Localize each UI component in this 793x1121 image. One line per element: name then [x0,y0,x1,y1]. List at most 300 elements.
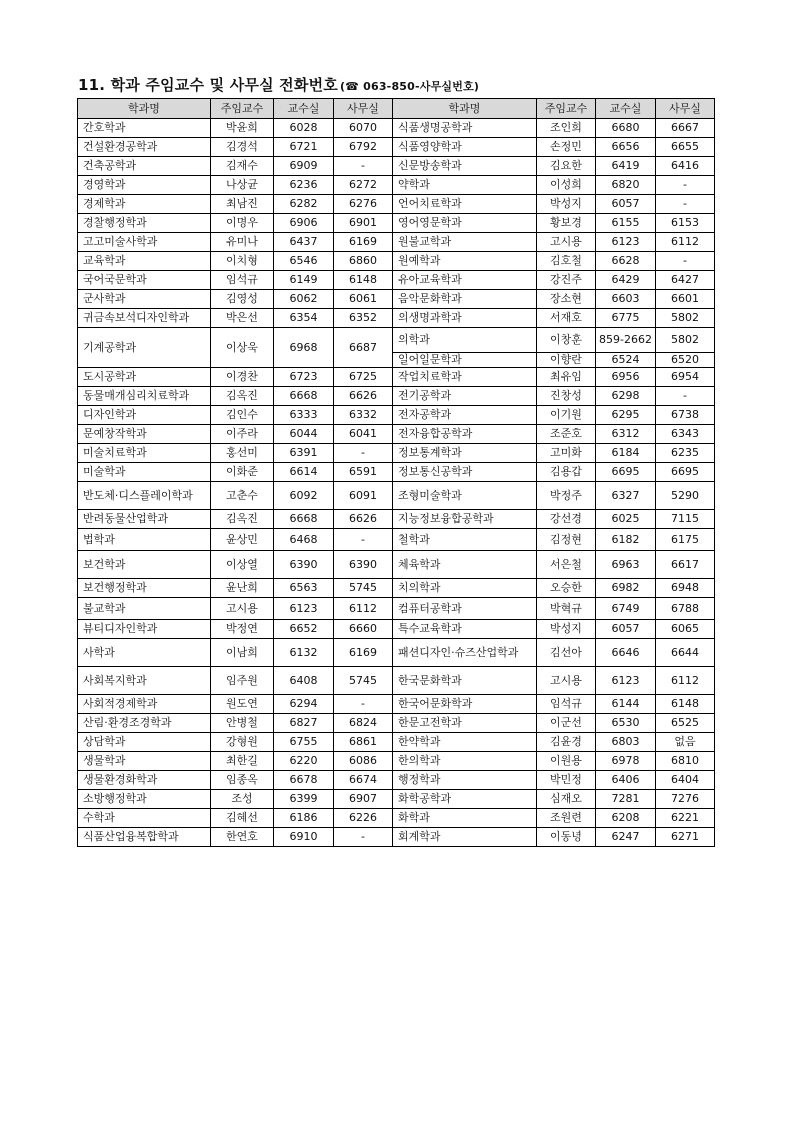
dept-office-phone-left: 6272 [334,176,393,195]
professor-office-phone-left: 6149 [274,271,334,290]
department-name-right: 한국문화학과 [393,667,537,695]
professor-office-phone-right: 6184 [596,444,656,463]
table-row [78,444,715,463]
department-name-right: 지능정보융합공학과 [393,510,537,529]
professor-name-left: 안병철 [211,714,274,733]
professor-name-right: 이성희 [537,176,596,195]
department-name-left: 국어국문학과 [78,271,211,290]
department-name-right: 작업치료학과 [393,368,537,387]
header-dept-left: 학과명 [78,99,211,119]
professor-name-right: 박혁규 [537,598,596,620]
department-name-left: 사학과 [78,639,211,667]
department-name-right: 한문고전학과 [393,714,537,733]
department-name-right: 약학과 [393,176,537,195]
professor-name-right: 강진주 [537,271,596,290]
dept-office-phone-left: 6169 [334,639,393,667]
dept-office-phone-left: - [334,444,393,463]
professor-name-right: 고미화 [537,444,596,463]
professor-name-left: 임주원 [211,667,274,695]
dept-office-phone-left: 6626 [334,387,393,406]
table-row [78,482,715,510]
professor-name-left: 조성 [211,790,274,809]
professor-office-phone-right: 6956 [596,368,656,387]
department-name-right: 화학과 [393,809,537,828]
header-prof-office-right: 교수실 [596,99,656,119]
professor-name-left: 최한길 [211,752,274,771]
professor-name-right: 김호철 [537,252,596,271]
dept-office-phone-right: 6617 [656,551,715,579]
professor-name-left: 윤상민 [211,529,274,551]
dept-office-phone-right: - [656,195,715,214]
professor-name-left: 김영성 [211,290,274,309]
table-row [78,790,715,809]
dept-office-phone-left: 6041 [334,425,393,444]
professor-office-phone-left: 6044 [274,425,334,444]
professor-name-left: 유미나 [211,233,274,252]
department-name-right: 식품생명공학과 [393,119,537,138]
dept-office-phone-left: 6792 [334,138,393,157]
department-name-left: 법학과 [78,529,211,551]
dept-office-phone-left: 6169 [334,233,393,252]
department-name-left: 귀금속보석디자인학과 [78,309,211,328]
professor-office-phone-left: 6092 [274,482,334,510]
professor-office-phone-right: 6820 [596,176,656,195]
department-name-left: 동물매개심리치료학과 [78,387,211,406]
table-row [78,828,715,847]
header-professor-right: 주임교수 [537,99,596,119]
department-name-left: 간호학과 [78,119,211,138]
department-name-right: 의학과 [393,328,537,353]
dept-office-phone-right: 6810 [656,752,715,771]
table-row [78,290,715,309]
professor-office-phone-left: 6236 [274,176,334,195]
dept-office-phone-left: 6591 [334,463,393,482]
department-name-right: 정보통계학과 [393,444,537,463]
professor-name-left: 이주라 [211,425,274,444]
professor-office-phone-right: 6978 [596,752,656,771]
header-dept-office-left: 사무실 [334,99,393,119]
professor-office-phone-right: 6155 [596,214,656,233]
table-row [78,328,715,353]
professor-name-right: 임석규 [537,695,596,714]
department-name-left: 경영학과 [78,176,211,195]
professor-office-phone-right: 6963 [596,551,656,579]
department-name-right: 화학공학과 [393,790,537,809]
department-name-right: 체육학과 [393,551,537,579]
professor-name-left: 임종옥 [211,771,274,790]
dept-office-phone-left: 6907 [334,790,393,809]
professor-office-phone-right: 6524 [596,353,656,368]
professor-office-phone-left: 6678 [274,771,334,790]
dept-office-phone-left: 6148 [334,271,393,290]
dept-office-phone-right: 6404 [656,771,715,790]
professor-office-phone-right: 6695 [596,463,656,482]
department-name-right: 언어치료학과 [393,195,537,214]
dept-office-phone-left: 6276 [334,195,393,214]
professor-name-left: 김혜선 [211,809,274,828]
dept-office-phone-right: 6520 [656,353,715,368]
department-name-right: 철학과 [393,529,537,551]
dept-office-phone-left: 6901 [334,214,393,233]
professor-name-right: 고시용 [537,667,596,695]
dept-office-phone-left: 6725 [334,368,393,387]
professor-name-left: 이화준 [211,463,274,482]
professor-name-left: 홍선미 [211,444,274,463]
professor-name-right: 최유임 [537,368,596,387]
dept-office-phone-right: 6175 [656,529,715,551]
professor-office-phone-left: 6391 [274,444,334,463]
professor-office-phone-left: 6354 [274,309,334,328]
department-name-left: 고고미술사학과 [78,233,211,252]
dept-office-phone-right: 5802 [656,328,715,353]
professor-office-phone-right: 6295 [596,406,656,425]
professor-name-left: 한연호 [211,828,274,847]
department-name-right: 패션디자인·슈즈산업학과 [393,639,537,667]
department-name-right: 의생명과학과 [393,309,537,328]
table-row [78,406,715,425]
professor-name-right: 서재호 [537,309,596,328]
dept-office-phone-left: 6352 [334,309,393,328]
professor-office-phone-right: 6123 [596,233,656,252]
dept-office-phone-right: 6738 [656,406,715,425]
phone-directory-table [77,98,715,847]
professor-office-phone-left: 6468 [274,529,334,551]
dept-office-phone-left: 5745 [334,667,393,695]
professor-name-left: 박정연 [211,620,274,639]
department-name-right: 한약학과 [393,733,537,752]
department-name-left: 사회복지학과 [78,667,211,695]
department-name-left: 건축공학과 [78,157,211,176]
professor-office-phone-right: 6775 [596,309,656,328]
table-row [78,271,715,290]
professor-office-phone-left: 6668 [274,387,334,406]
professor-name-right: 강선경 [537,510,596,529]
professor-name-right: 이동녕 [537,828,596,847]
professor-office-phone-right: 6646 [596,639,656,667]
table-row [78,252,715,271]
department-name-left: 생물학과 [78,752,211,771]
department-name-right: 특수교육학과 [393,620,537,639]
department-name-right: 조형미술학과 [393,482,537,510]
professor-office-phone-right: 859-2662 [596,328,656,353]
professor-name-right: 이기원 [537,406,596,425]
table-row [78,752,715,771]
professor-office-phone-left: 6723 [274,368,334,387]
table-row [78,214,715,233]
table-row [78,387,715,406]
department-name-left: 산림·환경조경학과 [78,714,211,733]
professor-name-left: 이상욱 [211,328,274,368]
professor-name-left: 강형원 [211,733,274,752]
page-title [78,74,479,95]
professor-office-phone-left: 6755 [274,733,334,752]
table-row [78,809,715,828]
department-name-right: 한의학과 [393,752,537,771]
professor-name-left: 나상균 [211,176,274,195]
professor-name-right: 황보경 [537,214,596,233]
table-row [78,309,715,328]
professor-office-phone-right: 7281 [596,790,656,809]
department-name-left: 수학과 [78,809,211,828]
professor-name-right: 김정현 [537,529,596,551]
department-name-right: 영어영문학과 [393,214,537,233]
professor-office-phone-left: 6909 [274,157,334,176]
department-name-left: 기계공학과 [78,328,211,368]
department-name-left: 문예창작학과 [78,425,211,444]
professor-office-phone-left: 6132 [274,639,334,667]
professor-office-phone-right: 6182 [596,529,656,551]
department-name-left: 뷰티디자인학과 [78,620,211,639]
table-row [78,639,715,667]
professor-name-right: 김선아 [537,639,596,667]
dept-office-phone-right: 6221 [656,809,715,828]
title-main: 11. 학과 주임교수 및 사무실 전화번호 [78,76,338,94]
professor-name-right: 손정민 [537,138,596,157]
professor-office-phone-left: 6652 [274,620,334,639]
dept-office-phone-left: - [334,529,393,551]
professor-office-phone-right: 6025 [596,510,656,529]
table-row [78,119,715,138]
dept-office-phone-left: 6824 [334,714,393,733]
professor-office-phone-left: 6186 [274,809,334,828]
dept-office-phone-right: 6343 [656,425,715,444]
dept-office-phone-left: 6687 [334,328,393,368]
professor-office-phone-left: 6614 [274,463,334,482]
table-row [78,714,715,733]
professor-office-phone-left: 6123 [274,598,334,620]
dept-office-phone-right: 6112 [656,667,715,695]
professor-name-right: 김요한 [537,157,596,176]
professor-office-phone-left: 6721 [274,138,334,157]
dept-office-phone-right: 없음 [656,733,715,752]
professor-name-left: 김옥진 [211,387,274,406]
professor-office-phone-right: 6123 [596,667,656,695]
professor-office-phone-left: 6546 [274,252,334,271]
professor-office-phone-right: 6057 [596,195,656,214]
professor-name-left: 김경석 [211,138,274,157]
dept-office-phone-right: 6153 [656,214,715,233]
dept-office-phone-left: - [334,157,393,176]
department-name-right: 유아교육학과 [393,271,537,290]
department-name-right: 행정학과 [393,771,537,790]
professor-office-phone-left: 6294 [274,695,334,714]
professor-office-phone-right: 6749 [596,598,656,620]
professor-name-right: 이원용 [537,752,596,771]
dept-office-phone-right: 6416 [656,157,715,176]
professor-name-left: 김인수 [211,406,274,425]
professor-name-left: 윤난희 [211,579,274,598]
department-name-right: 전자공학과 [393,406,537,425]
header-dept-office-right: 사무실 [656,99,715,119]
professor-name-left: 이남희 [211,639,274,667]
professor-office-phone-right: 6144 [596,695,656,714]
professor-name-right: 이향란 [537,353,596,368]
department-name-right: 컴퓨터공학과 [393,598,537,620]
table-row [78,233,715,252]
dept-office-phone-left: 5745 [334,579,393,598]
department-name-left: 건설환경공학과 [78,138,211,157]
professor-office-phone-left: 6437 [274,233,334,252]
professor-office-phone-right: 6208 [596,809,656,828]
dept-office-phone-right: 7276 [656,790,715,809]
department-name-right: 식품영양학과 [393,138,537,157]
department-name-right: 신문방송학과 [393,157,537,176]
professor-name-left: 원도연 [211,695,274,714]
professor-office-phone-right: 6656 [596,138,656,157]
header-professor-left: 주임교수 [211,99,274,119]
professor-office-phone-left: 6408 [274,667,334,695]
professor-name-right: 오승한 [537,579,596,598]
professor-name-left: 이상열 [211,551,274,579]
professor-office-phone-right: 6803 [596,733,656,752]
dept-office-phone-left: 6861 [334,733,393,752]
professor-name-right: 조준호 [537,425,596,444]
dept-office-phone-right: - [656,252,715,271]
table-header-row [78,99,715,119]
table-row [78,667,715,695]
professor-name-left: 이명우 [211,214,274,233]
professor-office-phone-right: 6530 [596,714,656,733]
department-name-left: 사회적경제학과 [78,695,211,714]
professor-name-right: 이창훈 [537,328,596,353]
professor-office-phone-right: 6982 [596,579,656,598]
dept-office-phone-right: - [656,387,715,406]
dept-office-phone-right: 6954 [656,368,715,387]
table-row [78,138,715,157]
dept-office-phone-right: 6112 [656,233,715,252]
table-row [78,579,715,598]
dept-office-phone-right: - [656,176,715,195]
professor-name-right: 진창성 [537,387,596,406]
professor-office-phone-right: 6327 [596,482,656,510]
dept-office-phone-right: 6271 [656,828,715,847]
header-prof-office-left: 교수실 [274,99,334,119]
professor-name-right: 박정주 [537,482,596,510]
department-name-left: 경제학과 [78,195,211,214]
dept-office-phone-right: 6667 [656,119,715,138]
dept-office-phone-right: 6065 [656,620,715,639]
dept-office-phone-left: 6674 [334,771,393,790]
table-row [78,733,715,752]
professor-name-left: 고춘수 [211,482,274,510]
table-row [78,176,715,195]
department-name-right: 음악문화학과 [393,290,537,309]
table-row [78,620,715,639]
department-name-left: 미술치료학과 [78,444,211,463]
dept-office-phone-right: 5802 [656,309,715,328]
dept-office-phone-right: 6235 [656,444,715,463]
professor-office-phone-left: 6220 [274,752,334,771]
professor-office-phone-left: 6563 [274,579,334,598]
professor-office-phone-left: 6333 [274,406,334,425]
table-row [78,510,715,529]
department-name-left: 반려동물산업학과 [78,510,211,529]
professor-office-phone-left: 6968 [274,328,334,368]
professor-office-phone-left: 6906 [274,214,334,233]
department-name-left: 불교학과 [78,598,211,620]
title-phone-prefix: (☎ 063-850-사무실번호) [339,80,480,93]
dept-office-phone-left: 6226 [334,809,393,828]
professor-office-phone-left: 6910 [274,828,334,847]
dept-office-phone-left: 6626 [334,510,393,529]
professor-name-right: 김윤경 [537,733,596,752]
professor-office-phone-left: 6062 [274,290,334,309]
table-row [78,695,715,714]
department-name-left: 미술학과 [78,463,211,482]
professor-name-right: 고시용 [537,233,596,252]
department-name-left: 반도체·디스플레이학과 [78,482,211,510]
department-name-right: 원예학과 [393,252,537,271]
department-name-left: 보건행정학과 [78,579,211,598]
dept-office-phone-left: 6660 [334,620,393,639]
department-name-left: 군사학과 [78,290,211,309]
professor-name-right: 서은철 [537,551,596,579]
department-name-left: 생물환경화학과 [78,771,211,790]
table-row [78,551,715,579]
professor-name-right: 심재오 [537,790,596,809]
dept-office-phone-right: 7115 [656,510,715,529]
department-name-right: 원불교학과 [393,233,537,252]
professor-office-phone-right: 6312 [596,425,656,444]
dept-office-phone-left: 6061 [334,290,393,309]
professor-name-left: 이치형 [211,252,274,271]
professor-name-right: 박민정 [537,771,596,790]
dept-office-phone-left: - [334,695,393,714]
dept-office-phone-right: 6655 [656,138,715,157]
professor-office-phone-left: 6390 [274,551,334,579]
professor-name-left: 이경찬 [211,368,274,387]
table-row [78,157,715,176]
dept-office-phone-left: - [334,828,393,847]
header-dept-right: 학과명 [393,99,537,119]
table-row [78,463,715,482]
professor-office-phone-left: 6399 [274,790,334,809]
table-row [78,368,715,387]
dept-office-phone-right: 6695 [656,463,715,482]
professor-name-right: 조인희 [537,119,596,138]
professor-name-left: 김재수 [211,157,274,176]
professor-name-right: 장소현 [537,290,596,309]
department-name-left: 경찰행정학과 [78,214,211,233]
professor-name-right: 박성지 [537,620,596,639]
dept-office-phone-right: 6525 [656,714,715,733]
department-name-right: 전기공학과 [393,387,537,406]
professor-office-phone-right: 6298 [596,387,656,406]
professor-office-phone-right: 6628 [596,252,656,271]
department-name-right: 일어일문학과 [393,353,537,368]
dept-office-phone-right: 6148 [656,695,715,714]
dept-office-phone-left: 6091 [334,482,393,510]
professor-office-phone-left: 6282 [274,195,334,214]
department-name-left: 도시공학과 [78,368,211,387]
department-name-right: 정보통신공학과 [393,463,537,482]
professor-name-right: 김용갑 [537,463,596,482]
department-name-left: 소방행정학과 [78,790,211,809]
dept-office-phone-right: 6644 [656,639,715,667]
professor-office-phone-right: 6680 [596,119,656,138]
table-row [78,425,715,444]
department-name-right: 한국어문화학과 [393,695,537,714]
department-name-left: 교육학과 [78,252,211,271]
professor-name-left: 임석규 [211,271,274,290]
department-name-left: 디자인학과 [78,406,211,425]
dept-office-phone-left: 6860 [334,252,393,271]
table-row [78,195,715,214]
professor-office-phone-right: 6419 [596,157,656,176]
professor-name-left: 박은선 [211,309,274,328]
dept-office-phone-right: 6427 [656,271,715,290]
department-name-left: 식품산업융복합학과 [78,828,211,847]
